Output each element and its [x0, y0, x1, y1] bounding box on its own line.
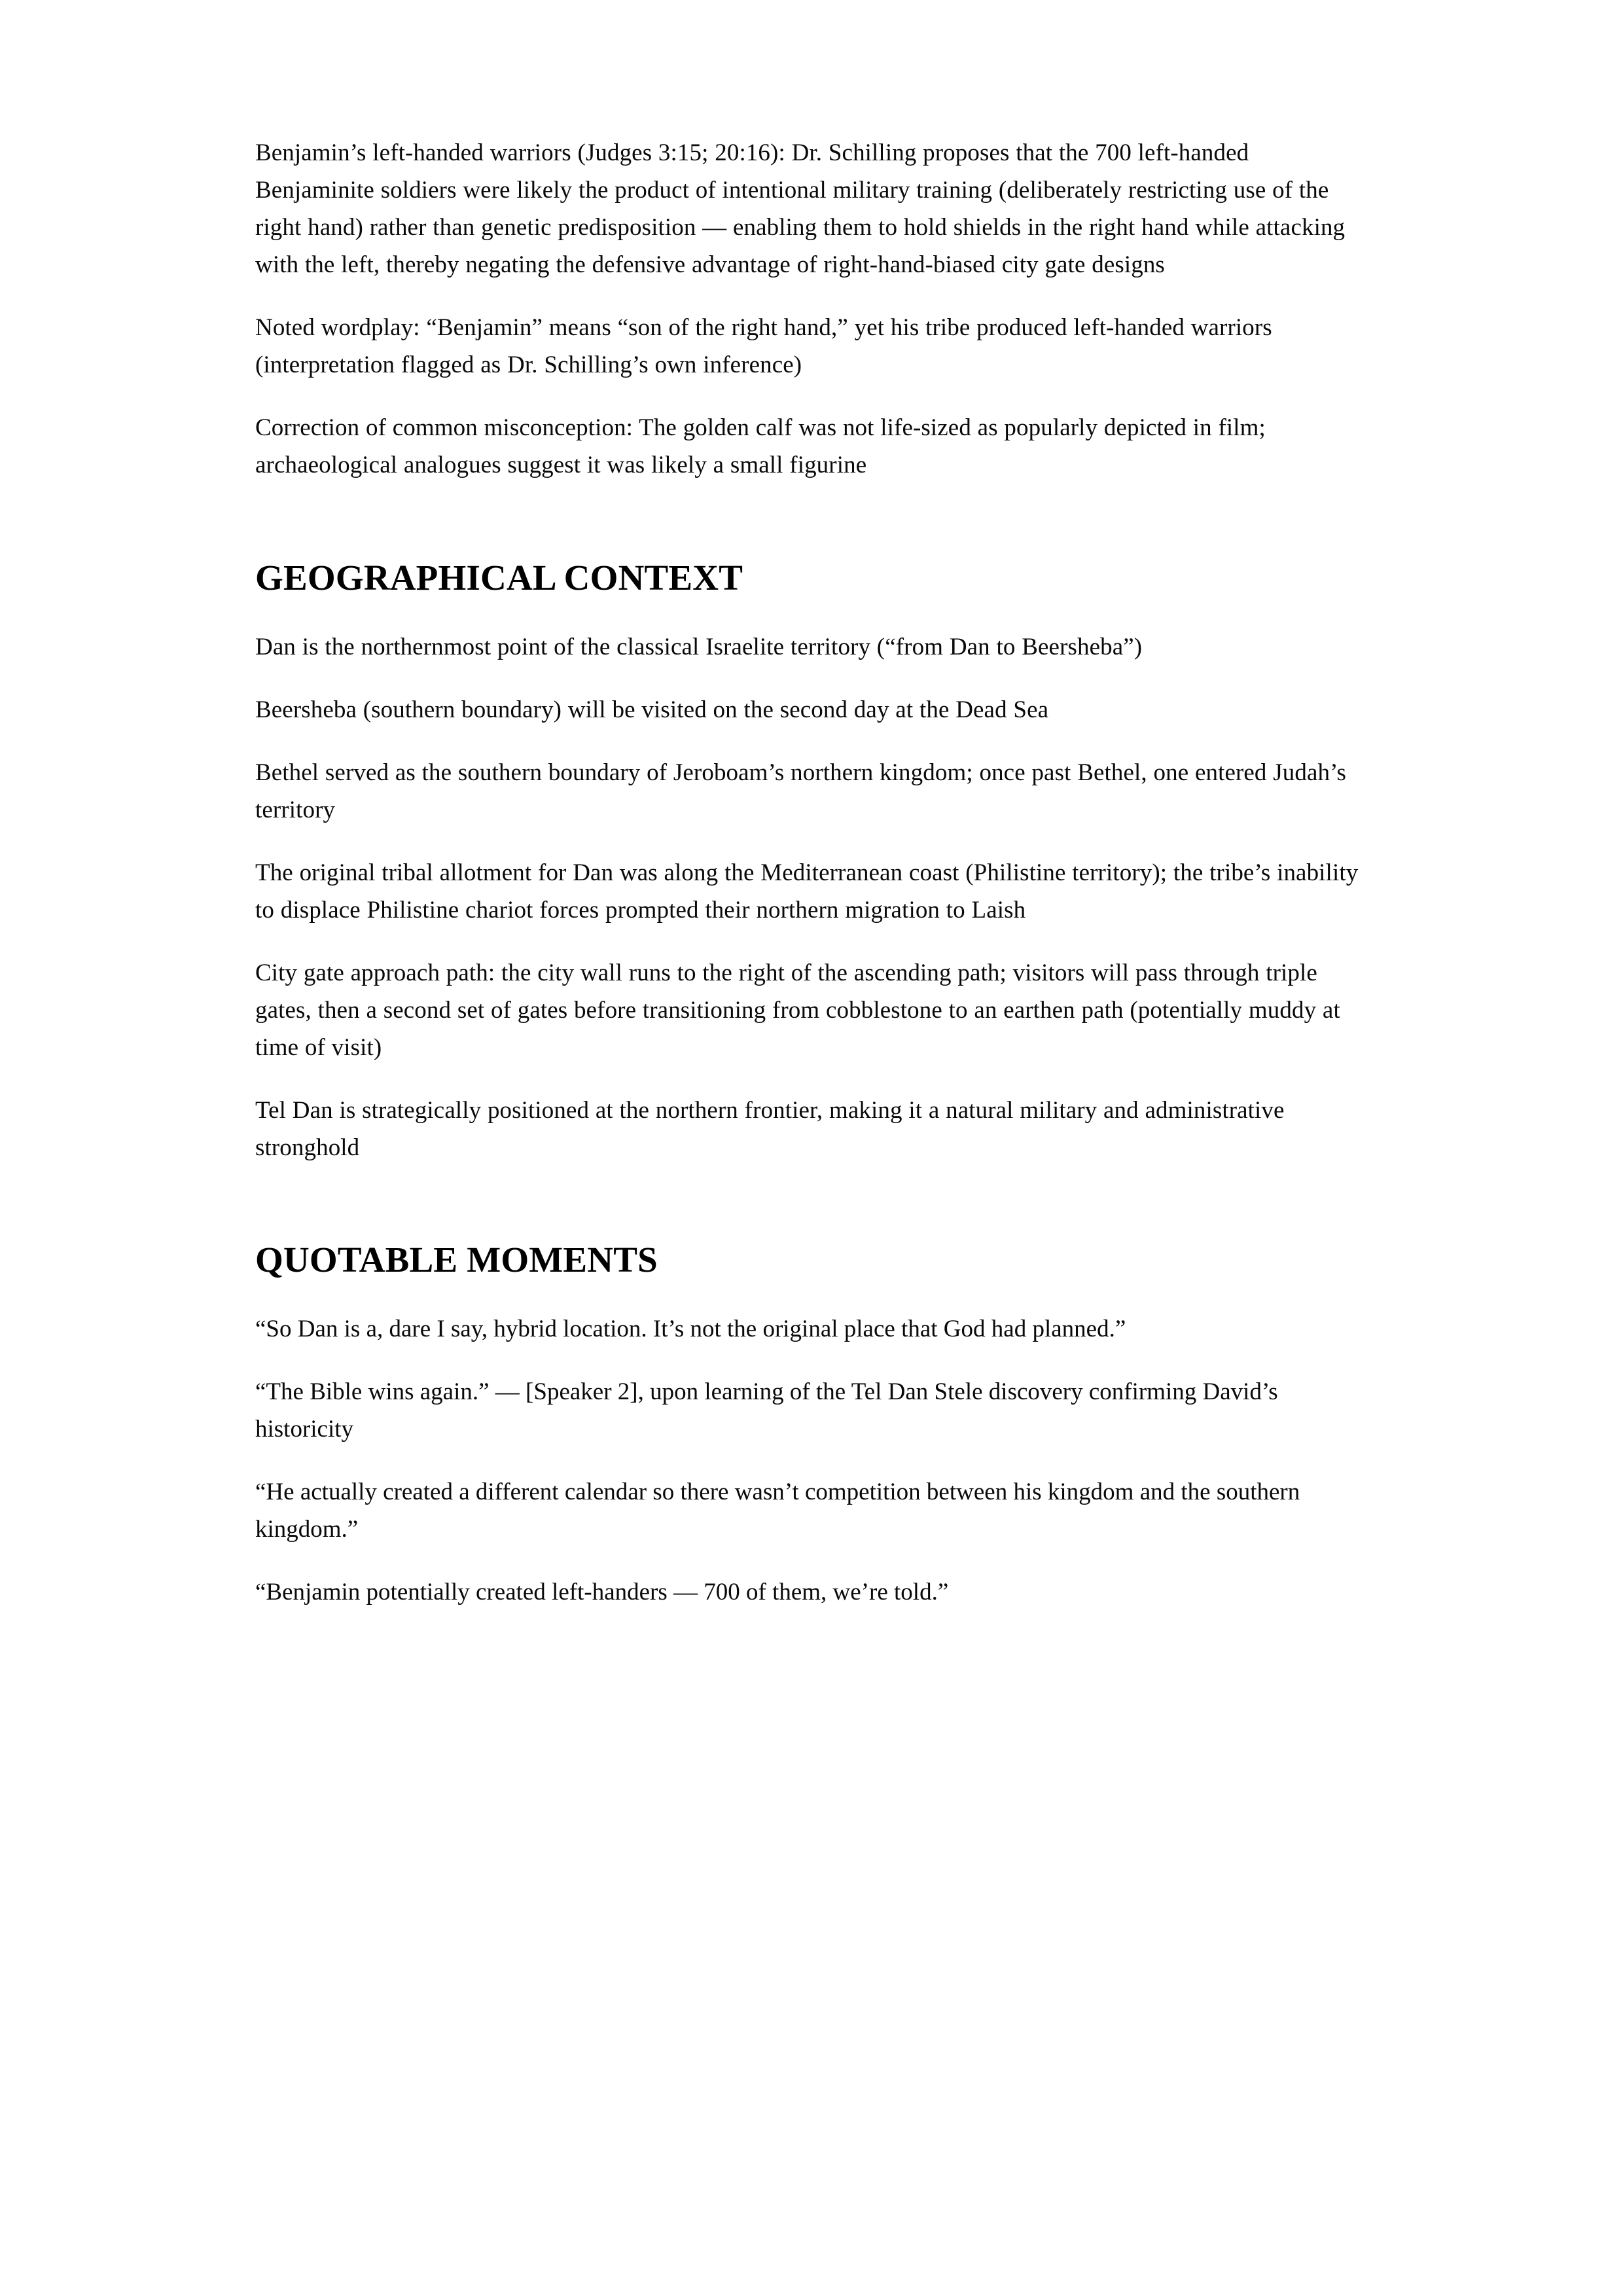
paragraph: Noted wordplay: “Benjamin” means “son of the right hand,” yet his tribe produced left-handed warriors (interpretation flagged as Dr. Schilling’s own inference): [255, 314, 1272, 378]
paragraph: The original tribal allotment for Dan was along the Mediterranean coast (Philistine territory); the tribe’s inability to displace Philistine chariot forces prompted their northern migration to Laish: [255, 859, 1359, 924]
paragraph: Bethel served as the southern boundary of Jeroboam’s northern kingdom; once past Bethel, one entered Judah’s territory: [255, 759, 1346, 823]
paragraph: Benjamin’s left-handed warriors (Judges 3:15; 20:16): Dr. Schilling proposes that the 700 left-handed Benjaminite soldiers were likely the product of intentional military training (deliberately restricting use of the right hand) rather than genetic predisposition — enabling them to hold shields in the right hand while attacking with the left, thereby negating the defensive advantage of right-hand-biased city gate designs: [255, 139, 1346, 278]
paragraph: City gate approach path: the city wall runs to the right of the ascending path; visitors will pass through triple gates, then a second set of gates before transitioning from cobblestone to an earthen path (potentially muddy at time of visit): [255, 960, 1340, 1061]
section-heading-quotable-moments: [255, 1239, 1371, 1281]
quote-paragraph: “Benjamin potentially created left-handers — 700 of them, we’re told.”: [255, 1579, 949, 1605]
quote-paragraph: “He actually created a different calendar so there wasn’t competition between his kingdom and the southern kingdom.”: [255, 1479, 1300, 1543]
paragraph: Correction of common misconception: The golden calf was not life-sized as popularly depicted in film; archaeological analogues suggest it was likely a small figurine: [255, 414, 1266, 478]
section-heading-text: GEOGRAPHICAL CONTEXT: [255, 558, 743, 598]
section-heading-geographical-context: [255, 557, 1371, 599]
quote-paragraph: “The Bible wins again.” — [Speaker 2], upon learning of the Tel Dan Stele discovery confirming David’s historicity: [255, 1378, 1278, 1443]
document-content: [255, 134, 1371, 1611]
paragraph: Tel Dan is strategically positioned at the northern frontier, making it a natural military and administrative stronghold: [255, 1097, 1285, 1161]
paragraph: Beersheba (southern boundary) will be visited on the second day at the Dead Sea: [255, 696, 1049, 723]
paragraph: Dan is the northernmost point of the classical Israelite territory (“from Dan to Beersheba”): [255, 634, 1143, 660]
quote-paragraph: “So Dan is a, dare I say, hybrid location. It’s not the original place that God had planned.”: [255, 1316, 1126, 1342]
section-heading-text: QUOTABLE MOMENTS: [255, 1240, 658, 1280]
